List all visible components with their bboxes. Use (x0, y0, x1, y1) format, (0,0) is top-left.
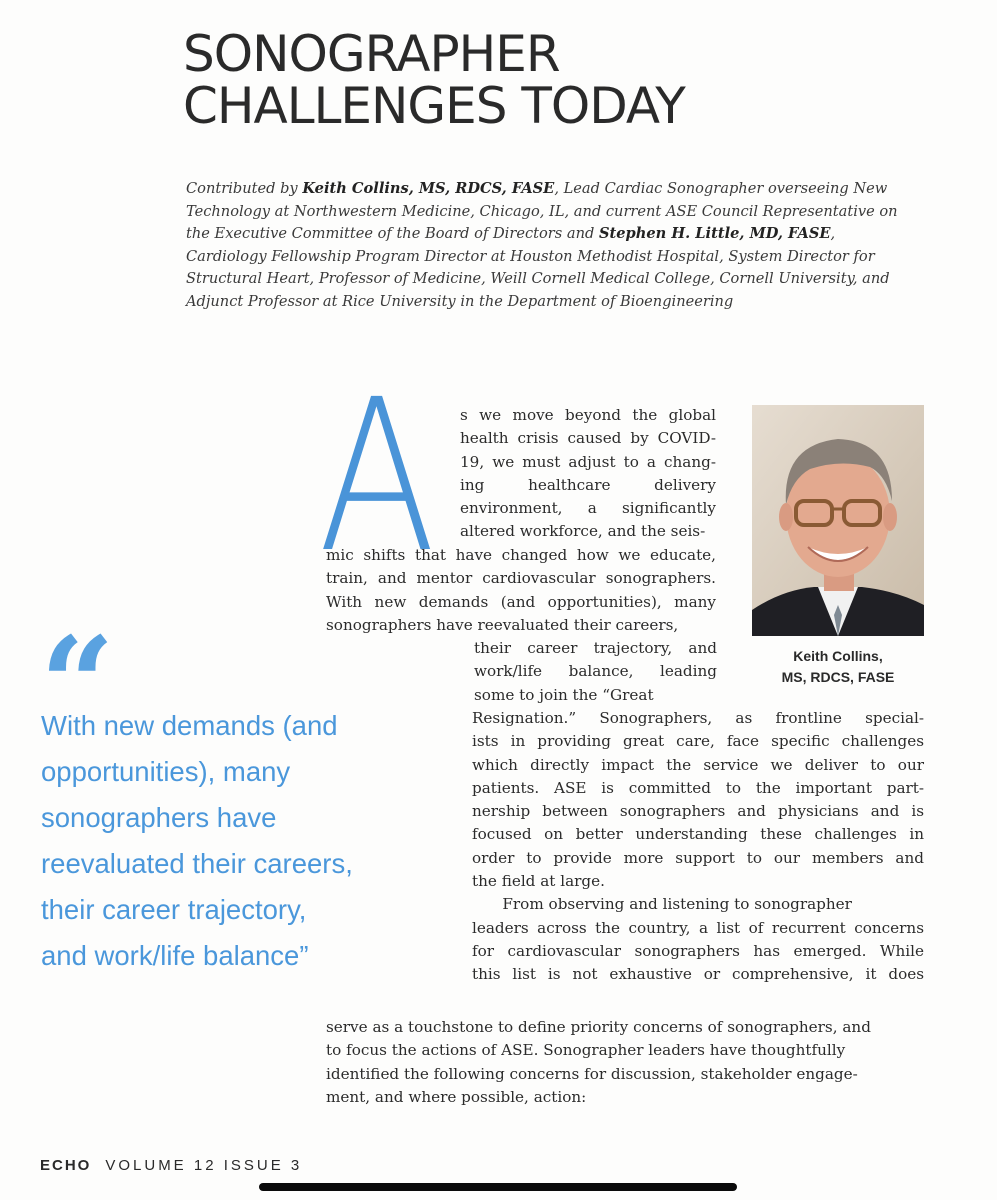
text-line: environment, a significantly (460, 499, 716, 518)
byline-author-2-desc: , Cardiology Fellowship Program Director at Houston Methodist Hospital, System Director for Structural Heart, Professor of Medicine, Weill Cornell Medical College, Cornell University, and Adjunct Professor at Rice University in the Department of Bioengineering (186, 225, 890, 310)
text-line: serve as a touchstone to define priority concerns of sonographers, and (326, 1018, 871, 1036)
body-text-top (460, 404, 716, 544)
text-line: mic shifts that have changed how we educate, (326, 546, 716, 564)
text-line: 19, we must adjust to a chang- (460, 452, 716, 471)
text-line: this list is not exhaustive or comprehensive, it does (472, 965, 924, 984)
title-line-2: CHALLENGES TODAY (183, 77, 685, 135)
article-title (183, 25, 685, 135)
issue-info: VOLUME 12 ISSUE 3 (105, 1157, 303, 1174)
text-line: which directly impact the service we deliver to our (472, 755, 924, 774)
photo-caption-name: Keith Collins, (793, 648, 883, 664)
text-line: ists in providing great care, face specific challenges (472, 732, 924, 751)
body-text-indent-1 (474, 637, 717, 707)
drop-cap: A (318, 354, 436, 599)
byline-author-2: Stephen H. Little, MD, FASE (598, 225, 831, 242)
pull-quote (41, 703, 431, 979)
byline-author-1: Keith Collins, MS, RDCS, FASE (302, 180, 555, 197)
text-line: health crisis caused by COVID- (460, 429, 716, 448)
text-line: order to provide more support to our members and (472, 848, 924, 867)
home-indicator[interactable] (259, 1183, 737, 1191)
text-line: nership between sonographers and physicians and is (472, 802, 924, 821)
page-footer (40, 1157, 302, 1174)
text-line: identified the following concerns for discussion, stakeholder engage- (326, 1064, 858, 1083)
title-line-1: SONOGRAPHER (183, 25, 560, 83)
body-text-indent-2 (472, 707, 924, 987)
text-line: Resignation.” Sonographers, as frontline special- (472, 709, 924, 727)
text-line: train, and mentor cardiovascular sonographers. (326, 569, 716, 588)
text-line: focused on better understanding these challenges in (472, 825, 924, 844)
text-line: With new demands (and opportunities), many (326, 592, 716, 611)
pull-quote-line: and work/life balance” (41, 940, 309, 971)
pull-quote-line: opportunities), many (41, 756, 291, 787)
text-line: sonographers have reevaluated their careers, (326, 615, 679, 634)
byline (186, 178, 906, 313)
text-line: leaders across the country, a list of recurrent concerns (472, 918, 924, 937)
text-line: ment, and where possible, action: (326, 1087, 587, 1106)
quote-mark-icon: “ (40, 608, 115, 761)
pull-quote-line: their career trajectory, (41, 894, 307, 925)
text-line: From observing and listening to sonographer (472, 895, 852, 914)
text-line: their career trajectory, and (474, 639, 717, 657)
text-line: to focus the actions of ASE. Sonographer leaders have thoughtfully (326, 1041, 846, 1060)
body-text-bottom (326, 1016, 924, 1109)
text-line: some to join the “Great (474, 685, 654, 704)
pull-quote-line: sonographers have (41, 802, 277, 833)
text-line: for cardiovascular sonographers has emerged. While (472, 941, 924, 960)
text-line: altered workforce, and the seis- (460, 522, 706, 541)
pull-quote-line: With new demands (and (41, 710, 338, 741)
body-text-middle (326, 544, 716, 637)
text-line: ing healthcare delivery (460, 475, 716, 494)
photo-caption-credentials: MS, RDCS, FASE (781, 669, 895, 685)
pull-quote-line: reevaluated their careers, (41, 848, 353, 879)
text-line: s we move beyond the global (460, 406, 716, 424)
author-photo (752, 405, 924, 636)
text-line: patients. ASE is committed to the important part- (472, 778, 924, 797)
photo-caption (752, 646, 924, 688)
byline-author-1-desc: , Lead Cardiac Sonographer overseeing New Technology at Northwestern Medicine, Chicago, IL, and current ASE Council Representative on the Executive Committee of the Board of Directors and (186, 180, 898, 242)
text-line: work/life balance, leading (474, 662, 717, 681)
portrait-illustration (752, 405, 924, 636)
magazine-name: ECHO (40, 1157, 92, 1174)
byline-prefix: Contributed by (186, 180, 303, 197)
text-line: the field at large. (472, 872, 605, 891)
